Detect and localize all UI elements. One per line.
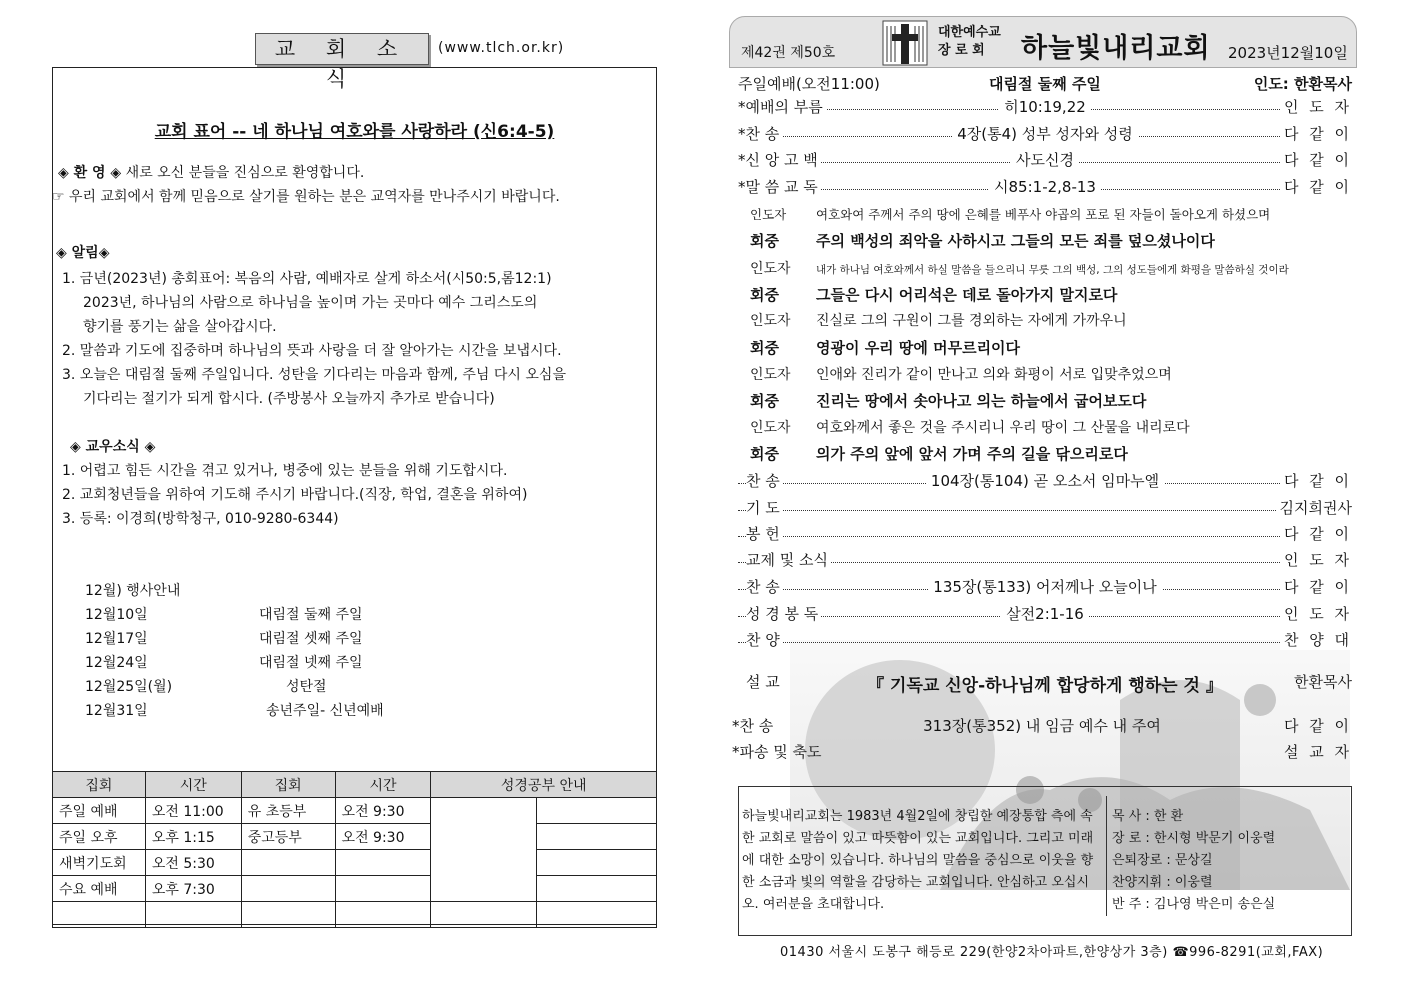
church-name: 하늘빛내리교회 [1021,33,1211,64]
order-item [732,715,1352,737]
order-label: 설 교 [746,673,780,691]
order-item [738,576,1352,598]
order-item [738,470,1352,492]
order-person: 다 같 이 [1280,149,1352,170]
welcome-heading: ◈ 환 영 ◈ [58,165,122,181]
church-motto: 교회 표어 -- 네 하나님 여호와를 사랑하라 (신6:4-5) [154,122,555,142]
table-cell [335,876,431,902]
order-person: 다 같 이 [1283,717,1352,735]
table-row [53,798,657,824]
order-person: 한환목사 [1294,673,1352,691]
study-cell [537,850,657,876]
volume-number: 제42권 제50호 [741,45,836,61]
order-item [738,96,1352,118]
sermon-title: 『 기독교 신앙-하나님께 합당하게 행하는 것 』 [867,676,1223,696]
denomination-line: 장 로 회 [938,43,985,58]
event-name: 송년주일- 신년예배 [266,703,384,719]
member-heading: ◈ 교우소식 ◈ [70,439,156,455]
order-person: 인 도 자 [1280,549,1352,570]
event-date: 12월25일(월) [85,679,173,695]
staff-list [1112,806,1275,916]
order-person: 인 도 자 [1280,96,1352,117]
col-header: 시간 [335,772,431,798]
notice-item: 기다리는 절기가 되게 합시다. (주방봉사 오늘까지 추가로 받습니다) [83,391,495,407]
order-label: 찬 양 [746,629,783,650]
responsive-reading: 인도자 진실로 그의 구원이 그를 경외하는 자에게 가까우니 [750,313,1127,329]
service-occasion: 대림절 둘째 주일 [738,73,1352,94]
divider [1106,796,1107,916]
event-name: 대림절 셋째 주일 [259,631,363,647]
staff-item: 은퇴장로 : 문상길 [1112,853,1213,868]
schedule-table [52,771,657,928]
staff-item: 반 주 : 김나영 박은미 송은실 [1112,897,1276,912]
event-date: 12월17일 [85,631,148,647]
event-date: 12월24일 [85,655,148,671]
responsive-reading: 인도자 내가 하나님 여호와께서 하실 말씀을 들으리니 무릇 그의 백성, 그의 성도들에게 화평을 말씀하실 것이라 [750,261,1289,277]
notice-item: 향기를 풍기는 삶을 살아갑시다. [83,319,277,335]
order-person: 다 같 이 [1280,123,1352,144]
table-cell [335,902,431,928]
sermon-item [738,671,1352,695]
table-cell: 오후 7:30 [145,876,241,902]
table-cell: 주일 예배 [53,798,146,824]
member-item: 2. 교회청년들을 위하여 기도해 주시기 바랍니다.(직장, 학업, 결혼을 위하여) [62,487,528,503]
staff-item: 목 사 : 한 환 [1112,809,1184,824]
table-cell: 오전 9:30 [335,798,431,824]
study-cell [537,824,657,850]
col-header: 성경공부 안내 [431,772,657,798]
order-label: *신 앙 고 백 [738,149,821,170]
member-item: 3. 등록: 이경희(방학청구, 010-9280-6344) [62,511,339,527]
welcome-contact: ☞ 우리 교회에서 함께 믿음으로 살기를 원하는 분은 교역자를 만나주시기 바랍니다. [52,189,560,205]
order-content: 4장(통4) 성부 성자와 성령 [738,123,1352,144]
order-content: 히10:19,22 [738,96,1352,117]
order-person: 인 도 자 [1280,603,1352,624]
order-item [738,629,1352,651]
church-url[interactable]: (www.tlch.or.kr) [438,40,565,56]
notice-item: 2023년, 하나님의 사람으로 하나님을 높이며 가는 곳마다 예수 그리스도의 [83,295,538,311]
welcome-text: 새로 오신 분들을 진심으로 환영합니다. [121,165,365,181]
table-cell: 유 초등부 [241,798,335,824]
order-content: 시85:1-2,8-13 [738,176,1352,197]
member-item: 1. 어렵고 힘든 시간을 겪고 있거나, 병중에 있는 분들을 위해 기도합시다. [62,463,508,479]
church-intro: 하늘빛내리교회는 1983년 4월2일에 창립한 예장통합 측에 속한 교회로 말씀이 있고 따뜻함이 있는 교회입니다. 그리고 미래에 대한 소망이 있습니다. 하나님의 말씀을 중심으로 이웃을 향한 소금과 빛의 역할을 감당하는 교회입니다. 안심하고 오십시오. 여러분을 초대합니다. [742,809,1094,912]
table-cell: 새벽기도회 [53,850,146,876]
order-content: 135장(통133) 어저께나 오늘이나 [738,576,1352,597]
order-person: 찬 양 대 [1280,629,1352,650]
order-label: *찬 송 [732,717,774,735]
welcome-line [58,162,364,182]
order-label: *예배의 부름 [738,96,826,117]
responsive-reading: 회중 주의 백성의 죄악을 사하시고 그들의 모든 죄를 덮으셨나이다 [750,232,1215,250]
notice-item: 2. 말씀과 기도에 집중하며 하나님의 뜻과 사랑을 더 잘 알아가는 시간을 보냅시다. [62,343,562,359]
order-item [732,741,1352,763]
order-item [738,176,1352,198]
event-name: 성탄절 [286,679,327,695]
order-content: 사도신경 [738,149,1352,170]
order-person: 다 같 이 [1280,176,1352,197]
order-label: 찬 송 [746,576,783,597]
service-name: 주일예배(오전11:00) [738,73,883,94]
responsive-reading: 인도자 여호와께서 좋은 것을 주시리니 우리 땅이 그 산물을 내리로다 [750,420,1190,436]
table-cell: 오전 11:00 [145,798,241,824]
events-title: 12월) 행사안내 [85,583,181,599]
denomination-line: 대한예수교 [938,25,1001,40]
table-cell [241,850,335,876]
service-leader: 인도: 한환목사 [1250,73,1352,94]
table-cell: 주일 오후 [53,824,146,850]
event-name: 대림절 둘째 주일 [259,607,363,623]
study-cell [537,798,657,824]
order-person: 설 교 자 [1283,743,1352,761]
order-label: 교제 및 소식 [746,549,831,570]
responsive-reading: 인도자 여호와여 주께서 주의 땅에 은혜를 베푸사 야곱의 포로 된 자들이 돌아오게 하셨으며 [750,207,1271,222]
table-cell [431,902,537,928]
order-person: 다 같 이 [1280,523,1352,544]
table-cell [53,902,146,928]
event-name: 대림절 넷째 주일 [259,655,363,671]
col-header: 집회 [53,772,146,798]
order-item [738,123,1352,145]
responsive-reading: 회중 의가 주의 앞에 앞서 가며 주의 길을 닦으리로다 [750,445,1128,463]
order-content: 104장(통104) 곧 오소서 임마누엘 [738,470,1352,491]
table-cell [537,902,657,928]
table-header-row [53,772,657,798]
table-cell [241,876,335,902]
order-person: 다 같 이 [1280,470,1352,491]
order-label: *찬 송 [738,123,782,144]
order-person: 김지희권사 [1276,497,1352,518]
order-item [738,603,1352,625]
table-cell: 중고등부 [241,824,335,850]
notice-item: 1. 금년(2023년) 총회표어: 복음의 사람, 예배자로 살게 하소서(시50:5,롬12:1) [62,271,552,287]
order-item [738,523,1352,545]
staff-item: 장 로 : 한시형 박문기 이웅렬 [1112,831,1276,846]
service-header [738,73,1352,95]
col-header: 집회 [241,772,335,798]
event-date: 12월31일 [85,703,148,719]
order-person: 다 같 이 [1280,576,1352,597]
table-row [53,824,657,850]
event-date: 12월10일 [85,607,148,623]
order-item [738,149,1352,171]
order-label: *파송 및 축도 [732,743,822,761]
table-row [53,850,657,876]
order-label: 찬 송 [746,470,783,491]
responsive-reading: 회중 영광이 우리 땅에 머무르리이다 [750,339,1021,357]
staff-item: 찬양지휘 : 이웅렬 [1112,875,1213,890]
order-content: 313장(통352) 내 임금 예수 내 주여 [923,717,1161,735]
order-item [738,497,1352,519]
notice-item: 3. 오늘은 대림절 둘째 주일입니다. 성탄을 기다리는 마음과 함께, 주님 다시 오심을 [62,367,566,383]
order-content: 살전2:1-16 [738,603,1352,624]
church-address: 01430 서울시 도봉구 해등로 229(한양2차아파트,한양상가 3층) ☎996-8291(교회,FAX) [780,945,1324,960]
responsive-reading: 회중 진리는 땅에서 솟아나고 의는 하늘에서 굽어보도다 [750,392,1147,410]
table-cell: 오후 1:15 [145,824,241,850]
table-row [53,876,657,902]
order-label: 봉 헌 [746,523,783,544]
denomination [938,24,1001,60]
table-cell: 수요 예배 [53,876,146,902]
col-header: 시간 [145,772,241,798]
news-title: 교 회 소 식 [255,33,429,65]
table-cell [335,850,431,876]
table-cell: 오전 5:30 [145,850,241,876]
order-label: 기 도 [746,497,783,518]
table-cell [145,902,241,928]
study-cell [431,798,537,902]
bulletin-date: 2023년12월10일 [1228,44,1348,62]
cross-logo-icon [882,20,928,66]
table-row [53,902,657,928]
order-item [738,549,1352,571]
responsive-reading: 회중 그들은 다시 어리석은 데로 돌아가지 말지로다 [750,286,1118,304]
study-cell [537,876,657,902]
order-label: *말 씀 교 독 [738,176,821,197]
table-cell: 오전 9:30 [335,824,431,850]
table-cell [241,902,335,928]
notice-heading: ◈ 알림◈ [56,245,110,261]
responsive-reading: 인도자 인애와 진리가 같이 만나고 의와 화평이 서로 입맞추었으며 [750,367,1172,383]
order-label: 성 경 봉 독 [746,603,821,624]
